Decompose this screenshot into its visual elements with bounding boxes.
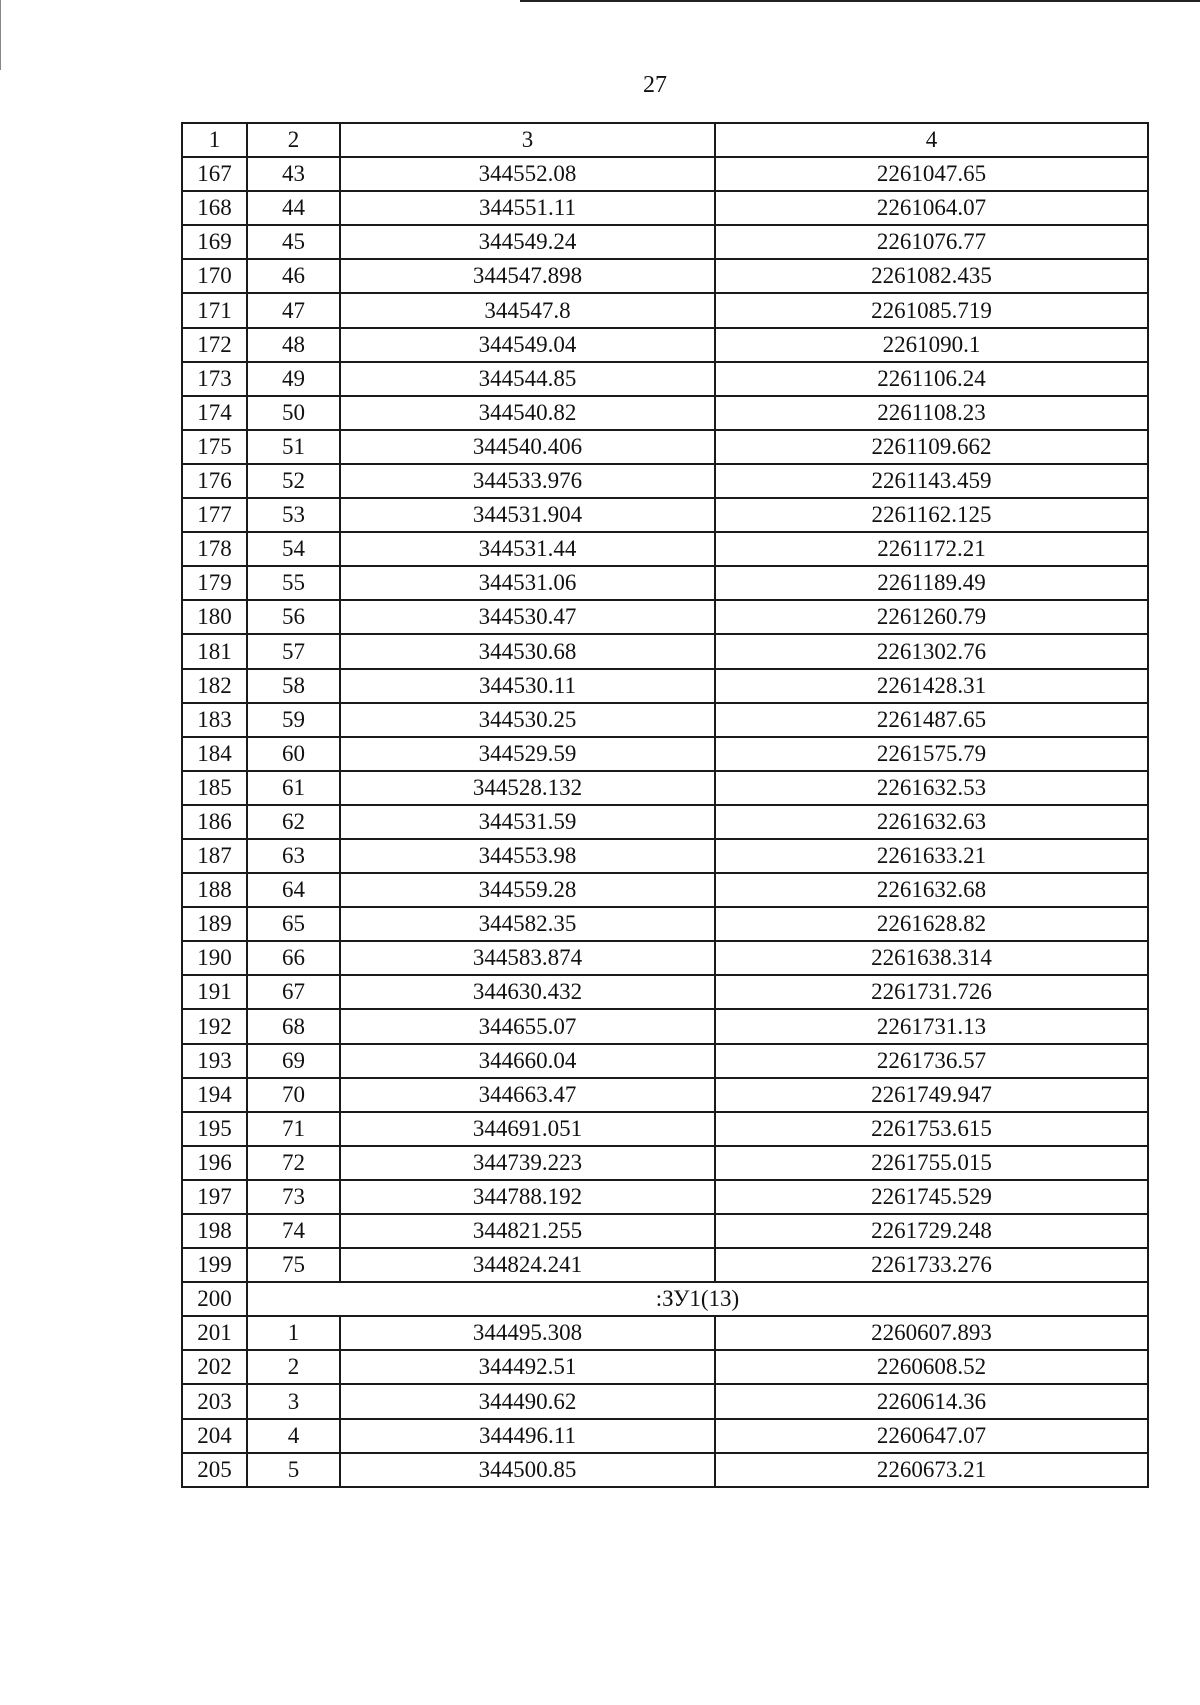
point-number-cell: 50: [247, 396, 340, 430]
y-coordinate-cell: 2260673.21: [715, 1453, 1148, 1487]
table-row: [182, 1009, 1148, 1043]
table-header-row: [182, 123, 1148, 157]
point-number-cell: 48: [247, 328, 340, 362]
row-number-cell: 182: [182, 669, 247, 703]
header-cell-1: 1: [182, 123, 247, 157]
table-row: [182, 737, 1148, 771]
table-row: [182, 328, 1148, 362]
table-row: [182, 1419, 1148, 1453]
x-coordinate-cell: 344540.406: [340, 430, 715, 464]
section-label-cell: :ЗУ1(13): [247, 1282, 1148, 1316]
x-coordinate-cell: 344583.874: [340, 941, 715, 975]
x-coordinate-cell: 344660.04: [340, 1044, 715, 1078]
table-row: [182, 498, 1148, 532]
x-coordinate-cell: 344531.59: [340, 805, 715, 839]
y-coordinate-cell: 2261731.13: [715, 1009, 1148, 1043]
row-number-cell: 185: [182, 771, 247, 805]
x-coordinate-cell: 344533.976: [340, 464, 715, 498]
x-coordinate-cell: 344788.192: [340, 1180, 715, 1214]
point-number-cell: 68: [247, 1009, 340, 1043]
header-cell-3: 3: [340, 123, 715, 157]
x-coordinate-cell: 344531.904: [340, 498, 715, 532]
table-row: [182, 1044, 1148, 1078]
point-number-cell: 75: [247, 1248, 340, 1282]
left-edge-line: [0, 0, 1, 70]
y-coordinate-cell: 2261632.53: [715, 771, 1148, 805]
table-row: [182, 634, 1148, 668]
table-row: [182, 873, 1148, 907]
point-number-cell: 3: [247, 1384, 340, 1418]
y-coordinate-cell: 2261260.79: [715, 600, 1148, 634]
x-coordinate-cell: 344663.47: [340, 1078, 715, 1112]
row-number-cell: 170: [182, 259, 247, 293]
y-coordinate-cell: 2261064.07: [715, 191, 1148, 225]
y-coordinate-cell: 2261172.21: [715, 532, 1148, 566]
row-number-cell: 183: [182, 703, 247, 737]
x-coordinate-cell: 344559.28: [340, 873, 715, 907]
y-coordinate-cell: 2260647.07: [715, 1419, 1148, 1453]
row-number-cell: 184: [182, 737, 247, 771]
point-number-cell: 60: [247, 737, 340, 771]
x-coordinate-cell: 344553.98: [340, 839, 715, 873]
row-number-cell: 199: [182, 1248, 247, 1282]
table-row: [182, 703, 1148, 737]
point-number-cell: 56: [247, 600, 340, 634]
row-number-cell: 178: [182, 532, 247, 566]
y-coordinate-cell: 2261428.31: [715, 669, 1148, 703]
point-number-cell: 71: [247, 1112, 340, 1146]
point-number-cell: 4: [247, 1419, 340, 1453]
row-number-cell: 191: [182, 975, 247, 1009]
table-row: [182, 941, 1148, 975]
x-coordinate-cell: 344582.35: [340, 907, 715, 941]
table-row: [182, 771, 1148, 805]
point-number-cell: 52: [247, 464, 340, 498]
x-coordinate-cell: 344531.06: [340, 566, 715, 600]
row-number-cell: 200: [182, 1282, 247, 1316]
row-number-cell: 172: [182, 328, 247, 362]
y-coordinate-cell: 2261633.21: [715, 839, 1148, 873]
row-number-cell: 181: [182, 634, 247, 668]
row-number-cell: 171: [182, 293, 247, 327]
y-coordinate-cell: 2261575.79: [715, 737, 1148, 771]
row-number-cell: 194: [182, 1078, 247, 1112]
table-row: [182, 975, 1148, 1009]
row-number-cell: 201: [182, 1316, 247, 1350]
y-coordinate-cell: 2261189.49: [715, 566, 1148, 600]
x-coordinate-cell: 344549.24: [340, 225, 715, 259]
y-coordinate-cell: 2261749.947: [715, 1078, 1148, 1112]
section-row: [182, 1282, 1148, 1316]
row-number-cell: 186: [182, 805, 247, 839]
y-coordinate-cell: 2261109.662: [715, 430, 1148, 464]
table-row: [182, 1214, 1148, 1248]
table-row: [182, 600, 1148, 634]
x-coordinate-cell: 344528.132: [340, 771, 715, 805]
y-coordinate-cell: 2261755.015: [715, 1146, 1148, 1180]
y-coordinate-cell: 2261143.459: [715, 464, 1148, 498]
table-row: [182, 396, 1148, 430]
table-row: [182, 157, 1148, 191]
y-coordinate-cell: 2261745.529: [715, 1180, 1148, 1214]
row-number-cell: 202: [182, 1350, 247, 1384]
row-number-cell: 204: [182, 1419, 247, 1453]
y-coordinate-cell: 2261638.314: [715, 941, 1148, 975]
point-number-cell: 57: [247, 634, 340, 668]
x-coordinate-cell: 344552.08: [340, 157, 715, 191]
table-row: [182, 839, 1148, 873]
point-number-cell: 47: [247, 293, 340, 327]
point-number-cell: 65: [247, 907, 340, 941]
table-row: [182, 1350, 1148, 1384]
table-row: [182, 430, 1148, 464]
point-number-cell: 43: [247, 157, 340, 191]
y-coordinate-cell: 2261731.726: [715, 975, 1148, 1009]
point-number-cell: 67: [247, 975, 340, 1009]
y-coordinate-cell: 2260608.52: [715, 1350, 1148, 1384]
table-row: [182, 1112, 1148, 1146]
point-number-cell: 44: [247, 191, 340, 225]
point-number-cell: 58: [247, 669, 340, 703]
x-coordinate-cell: 344691.051: [340, 1112, 715, 1146]
y-coordinate-cell: 2260614.36: [715, 1384, 1148, 1418]
point-number-cell: 53: [247, 498, 340, 532]
table-row: [182, 907, 1148, 941]
point-number-cell: 46: [247, 259, 340, 293]
page-number: 27: [643, 72, 667, 98]
table-row: [182, 1146, 1148, 1180]
x-coordinate-cell: 344549.04: [340, 328, 715, 362]
y-coordinate-cell: 2261076.77: [715, 225, 1148, 259]
x-coordinate-cell: 344530.68: [340, 634, 715, 668]
header-cell-2: 2: [247, 123, 340, 157]
y-coordinate-cell: 2261090.1: [715, 328, 1148, 362]
row-number-cell: 187: [182, 839, 247, 873]
coordinates-table: [181, 122, 1149, 1488]
point-number-cell: 5: [247, 1453, 340, 1487]
row-number-cell: 180: [182, 600, 247, 634]
y-coordinate-cell: 2261628.82: [715, 907, 1148, 941]
point-number-cell: 1: [247, 1316, 340, 1350]
y-coordinate-cell: 2261047.65: [715, 157, 1148, 191]
x-coordinate-cell: 344547.898: [340, 259, 715, 293]
row-number-cell: 174: [182, 396, 247, 430]
row-number-cell: 195: [182, 1112, 247, 1146]
y-coordinate-cell: 2261733.276: [715, 1248, 1148, 1282]
point-number-cell: 70: [247, 1078, 340, 1112]
x-coordinate-cell: 344530.11: [340, 669, 715, 703]
table-row: [182, 566, 1148, 600]
row-number-cell: 192: [182, 1009, 247, 1043]
y-coordinate-cell: 2261632.68: [715, 873, 1148, 907]
row-number-cell: 175: [182, 430, 247, 464]
y-coordinate-cell: 2261302.76: [715, 634, 1148, 668]
table-row: [182, 805, 1148, 839]
row-number-cell: 197: [182, 1180, 247, 1214]
y-coordinate-cell: 2261082.435: [715, 259, 1148, 293]
point-number-cell: 62: [247, 805, 340, 839]
point-number-cell: 55: [247, 566, 340, 600]
row-number-cell: 189: [182, 907, 247, 941]
y-coordinate-cell: 2261108.23: [715, 396, 1148, 430]
point-number-cell: 61: [247, 771, 340, 805]
table-row: [182, 225, 1148, 259]
y-coordinate-cell: 2261162.125: [715, 498, 1148, 532]
point-number-cell: 45: [247, 225, 340, 259]
row-number-cell: 179: [182, 566, 247, 600]
x-coordinate-cell: 344492.51: [340, 1350, 715, 1384]
x-coordinate-cell: 344530.47: [340, 600, 715, 634]
y-coordinate-cell: 2261085.719: [715, 293, 1148, 327]
point-number-cell: 73: [247, 1180, 340, 1214]
x-coordinate-cell: 344551.11: [340, 191, 715, 225]
row-number-cell: 173: [182, 362, 247, 396]
row-number-cell: 168: [182, 191, 247, 225]
row-number-cell: 169: [182, 225, 247, 259]
top-border-line: [520, 0, 1200, 2]
x-coordinate-cell: 344530.25: [340, 703, 715, 737]
row-number-cell: 190: [182, 941, 247, 975]
point-number-cell: 64: [247, 873, 340, 907]
point-number-cell: 66: [247, 941, 340, 975]
y-coordinate-cell: 2261487.65: [715, 703, 1148, 737]
y-coordinate-cell: 2260607.893: [715, 1316, 1148, 1350]
row-number-cell: 196: [182, 1146, 247, 1180]
x-coordinate-cell: 344496.11: [340, 1419, 715, 1453]
point-number-cell: 59: [247, 703, 340, 737]
x-coordinate-cell: 344739.223: [340, 1146, 715, 1180]
x-coordinate-cell: 344547.8: [340, 293, 715, 327]
table-row: [182, 1248, 1148, 1282]
x-coordinate-cell: 344540.82: [340, 396, 715, 430]
row-number-cell: 177: [182, 498, 247, 532]
point-number-cell: 74: [247, 1214, 340, 1248]
x-coordinate-cell: 344529.59: [340, 737, 715, 771]
point-number-cell: 72: [247, 1146, 340, 1180]
x-coordinate-cell: 344824.241: [340, 1248, 715, 1282]
row-number-cell: 167: [182, 157, 247, 191]
table-row: [182, 1384, 1148, 1418]
x-coordinate-cell: 344495.308: [340, 1316, 715, 1350]
y-coordinate-cell: 2261736.57: [715, 1044, 1148, 1078]
point-number-cell: 51: [247, 430, 340, 464]
row-number-cell: 205: [182, 1453, 247, 1487]
x-coordinate-cell: 344500.85: [340, 1453, 715, 1487]
table-row: [182, 191, 1148, 225]
table-row: [182, 1078, 1148, 1112]
table-row: [182, 259, 1148, 293]
point-number-cell: 54: [247, 532, 340, 566]
point-number-cell: 63: [247, 839, 340, 873]
point-number-cell: 49: [247, 362, 340, 396]
table-row: [182, 1180, 1148, 1214]
x-coordinate-cell: 344531.44: [340, 532, 715, 566]
x-coordinate-cell: 344490.62: [340, 1384, 715, 1418]
y-coordinate-cell: 2261729.248: [715, 1214, 1148, 1248]
y-coordinate-cell: 2261632.63: [715, 805, 1148, 839]
table-row: [182, 1316, 1148, 1350]
row-number-cell: 193: [182, 1044, 247, 1078]
header-cell-4: 4: [715, 123, 1148, 157]
table-row: [182, 293, 1148, 327]
x-coordinate-cell: 344544.85: [340, 362, 715, 396]
row-number-cell: 188: [182, 873, 247, 907]
x-coordinate-cell: 344630.432: [340, 975, 715, 1009]
x-coordinate-cell: 344821.255: [340, 1214, 715, 1248]
point-number-cell: 69: [247, 1044, 340, 1078]
table-row: [182, 362, 1148, 396]
table-row: [182, 532, 1148, 566]
y-coordinate-cell: 2261106.24: [715, 362, 1148, 396]
row-number-cell: 176: [182, 464, 247, 498]
point-number-cell: 2: [247, 1350, 340, 1384]
table-row: [182, 464, 1148, 498]
table-row: [182, 669, 1148, 703]
y-coordinate-cell: 2261753.615: [715, 1112, 1148, 1146]
row-number-cell: 203: [182, 1384, 247, 1418]
x-coordinate-cell: 344655.07: [340, 1009, 715, 1043]
row-number-cell: 198: [182, 1214, 247, 1248]
table-row: [182, 1453, 1148, 1487]
